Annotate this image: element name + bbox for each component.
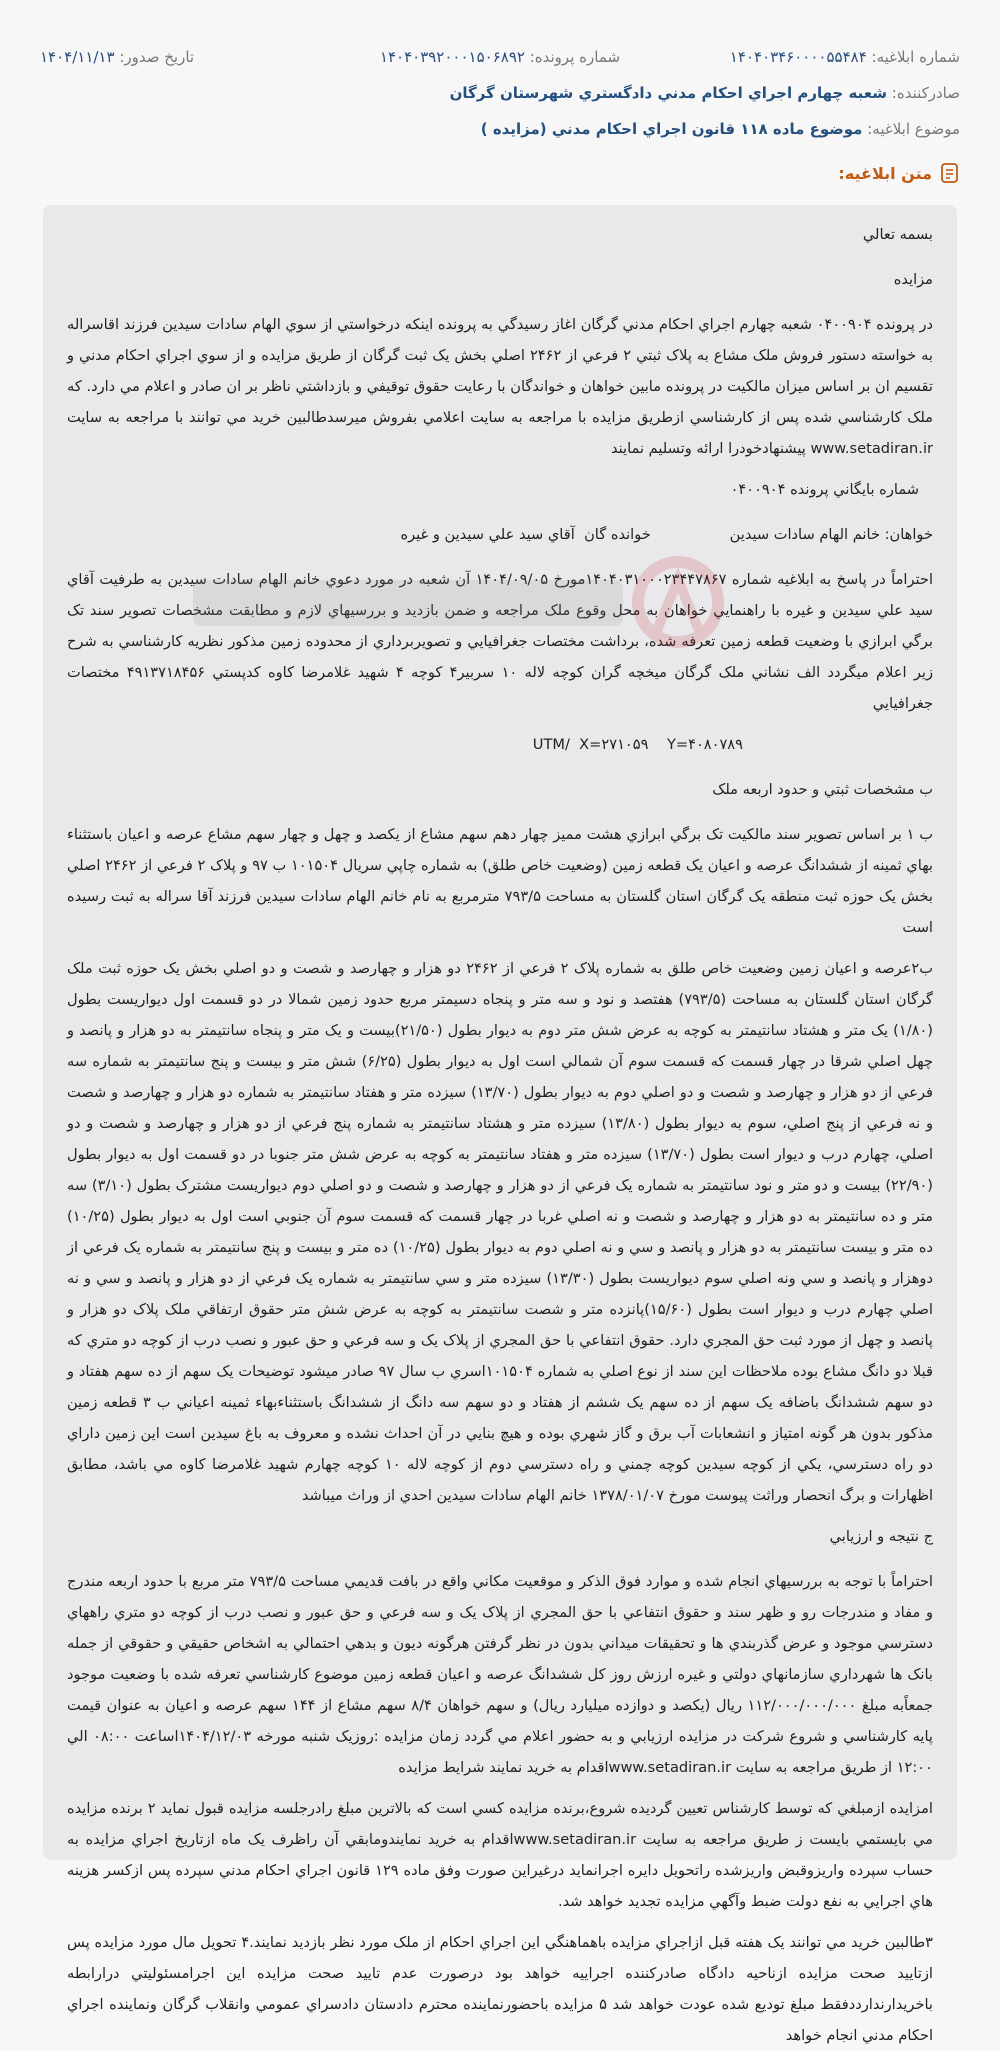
issuer-label: صادرکننده: bbox=[891, 84, 960, 102]
body-paragraph: ب ۱ بر اساس تصوير سند مالکيت تک برگي ابرازي هشت مميز چهار دهم سهم مشاع از يکصد و چهل و چهار سهم مشاع عرصه و اعيان باستثناء بهاي ثمينه از ششدانگ عرصه و اعيان يک قطعه زمين (وضعيت خاص طلق) به شماره چاپي سريال ۱۰۱۵۰۴ ب ۹۷ و پلاک ۲ فرعي از ۲۴۶۲ اصلي بخش يک حوزه ثبت منطقه يک گرگان استان گلستان به مساحت ۷۹۳/۵ مترمربع به نام خانم الهام سادات سيدين فرزند آقا سراله به ثبت رسيده است bbox=[67, 826, 934, 936]
body-paragraph: مزايده bbox=[893, 271, 933, 288]
notice-number-label: شماره ابلاغيه: bbox=[871, 48, 960, 66]
notice-number bbox=[653, 48, 960, 66]
body-paragraph: UTM/ X=۲۷۱۰۵۹ Y=۴۰۸۰۷۸۹ bbox=[532, 736, 743, 753]
body-paragraph: امزايده ازمبلغي که توسط کارشناس تعيين گرديده شروع،برنده مزايده کسي است که بالاترين مبلغ رادرجلسه مزايده قبول نمايد ۲ برنده مزايده مي بايستمي بايست ز طريق مراجعه به سايت www.setadiran.irاقدام به خريد نمايندومابقي آن راظرف يک ماه ازتاريخ اجراي مزايده به حساب سپرده واريزوقبض واريزشده راتحويل دايره اجرانمايد درغيراين صورت وفق ماده ۱۲۹ قانون اجراي احکام مدني سپرده پس ازکسر هزينه هاي اجرايي به نفع دولت ضبط وآگهي مزايده تجديد خواهد شد. bbox=[67, 1800, 933, 1910]
case-number-label: شماره پرونده: bbox=[529, 48, 621, 66]
notice-number-value: ۱۴۰۴۰۳۴۶۰۰۰۰۵۵۴۸۴ bbox=[729, 48, 867, 66]
body-paragraph: ج نتيجه و ارزيابي bbox=[829, 1528, 933, 1545]
issue-date-label: تاريخ صدور: bbox=[119, 48, 195, 66]
body-paragraph: ب مشخصات ثبتي و حدود اربعه ملک bbox=[712, 781, 933, 798]
body-paragraph: ب۲عرصه و اعيان زمين وضعيت خاص طلق به شماره پلاک ۲ فرعي از ۲۴۶۲ دو هزار و چهارصد و شصت و دو اصلي بخش يک حوزه ثبت ملک گرگان استان گلستان به مساحت (۷۹۳/۵) هفتصد و نود و سه متر و پنجاه دسيمتر مربع حدود زمين شمالا در دو قسمت اول ديواريست بطول (۱/۸۰) يک متر و هشتاد سانتيمتر به کوچه به عرض شش متر دوم به ديوار بطول (۲۱/۵۰)بيست و يک متر و پنجاه سانتيمتر به دو هزار و پانصد و چهل اصلي شرقا در چهار قسمت که قسمت سوم آن شمالي است اول به ديوار بطول (۶/۲۵) شش متر و بيست و پنج سانتيمتر به شماره سه فرعي از دو هزار و چهارصد و شصت و دو اصلي دوم به ديوار بطول (۱۳/۷۰) سيزده متر و هفتاد سانتيمتر به شماره دو هزار و چهارصد و شصت و نه فرعي از پنج اصلي، سوم به ديوار بطول (۱۳/۸۰) سيزده متر و هشتاد سانتيمتر به شماره پنج فرعي از دو هزار و چهارصد و شصت و دو اصلي، چهارم درب و ديوار است بطول (۱۳/۷۰) سيزده متر و هفتاد سانتيمتر به کوچه به عرض شش متر جنوبا در دو قسمت اول به ديوار بطول (۲۲/۹۰) بيست و دو متر و نود سانتيمتر به شماره يک فرعي از دو هزار و چهارصد و شصت و دو اصلي دوم ديواريست مشترک بطول (۳/۱۰) سه متر و ده سانتيمتر به دو هزار و چهارصد و شصت و نه اصلي غربا در چهار قسمت که قسمت سوم آن جنوبي است اول به ديوار بطول (۱۰/۲۵) ده متر و بيست سانتيمتر به دو هزار و پانصد و سي و نه اصلي دوم به ديوار بطول (۱۰/۲۵) ده متر و بيست و پنج سانتيمتر به شماره يک فرعي از دوهزار و پانصد و سي ونه اصلي سوم ديواريست بطول (۱۳/۳۰) سيزده متر و سي سانتيمتر به شماره يک فرعي از دو هزار و پانصد و سي و نه اصلي چهارم درب و ديوار است بطول (۱۵/۶۰)پانزده متر و شصت سانتيمتر به کوچه به عرض شش متر حقوق ارتفاقي ملک پلاک دو هزار و پانصد و چهل از مورد ثبت حق المجري دارد. حقوق انتفاعي با حق المجري از پلاک يک و سه فرعي و حق عبور و نصب درب از کوچه دو متري که قبلا دو دانگ مشاع بوده ملاحظات اين سند از نوع اصلي به شماره ۱۰۱۵۰۴اسري ب سال ۹۷ صادر ميشود توضيحات يک سهم از ده سهم هفتاد و دو سهم ششدانگ باضافه يک سهم از ده سهم يک ششم از هفتاد و دو سهم سه دانگ از ششدانگ باستثناءبهاء ثمينه اعياني ب ۳ قطعه زمين مذکور بدون هر گونه امتياز و انشعابات آب برق و گاز شهري بوده و هيچ بنايي در آن احداث نشده و معروف به باغ سيدين است اين زمين داراي دو راه دسترسي، يکي از کوچه سيدين کوچه چمني و راه دسترسي دوم از کوچه لاله ۱۰ کوچه چهارم شهيد غلامرضا کاوه مي باشد، مطابق اظهارات و برگ انحصار وراثت پيوست مورخ ۱۳۷۸/۰۱/۰۷ خانم الهام سادات سيدين احدي از وراث ميباشد bbox=[67, 960, 934, 1504]
subject-label: موضوع ابلاغيه: bbox=[867, 120, 960, 138]
body-paragraph: خواهان: خانم الهام سادات سيدين خوانده گان آقاي سيد علي سيدين و غيره bbox=[400, 526, 933, 543]
body-paragraph: احتراماً در پاسخ به ابلاغيه شماره ۱۴۰۴۰۳۱۰۰۰۲۳۴۴۷۸۶۷مورخ ۱۴۰۴/۰۹/۰۵ آن شعبه در مورد دعوي خانم الهام سادات سيدين به طرفيت آقاي سيد علي سيدين و غيره با راهنمايي خواهان به محل وقوع ملک مراجعه و ضمن بازديد و بررسيهاي لازم و مطابقت مشخصات تصوير سند تک برگي ابرازي با وضعيت قطعه زمين تعرفه شده، برداشت مختصات جغرافيايي و تصويربرداري از محدوده زمين مذکور نظريه کارشناسي به شرح زير اعلام ميگردد الف نشاني ملک گرگان ميخچه گران کوچه لاله ۱۰ سربير۴ کوچه ۴ شهيد غلامرضا کاوه کدپستي ۴۹۱۳۷۱۸۴۵۶ مختصات جغرافيايي bbox=[67, 571, 934, 712]
body-paragraph: ۳طالبين خريد مي توانند يک هفته قبل ازاجراي مزايده باهماهنگي اين اجراي احکام از ملک مورد نظر بازديد نمايند.۴ تحويل مال مورد مزايده پس ازتاييد صحت مزايده ازناحيه دادگاه صادرکننده اجراييه خواهد بود درصورت عدم تاييد صحت مزايده اين اجرامسئوليتي درارابطه باخريدارندارددفقط مبلغ توديع شده عودت خواهد شد ۵ مزايده باحضورنماينده محترم دادستان دادسراي عمومي وانقلاب گرگان ونماينده اجراي احکام مدني انجام خواهد bbox=[67, 1934, 933, 2044]
issuer-line bbox=[0, 84, 1000, 102]
body-paragraph: بسمه تعالي bbox=[862, 226, 933, 243]
notice-body-panel bbox=[43, 205, 957, 2044]
subject-line bbox=[0, 120, 1000, 138]
notice-text-heading bbox=[0, 162, 1000, 184]
case-number-value: ۱۴۰۴۰۳۹۲۰۰۰۱۵۰۶۸۹۲ bbox=[379, 48, 525, 66]
document-icon bbox=[940, 162, 960, 184]
body-paragraph: شماره بايگاني پرونده ۰۴۰۰۹۰۴ bbox=[730, 481, 919, 498]
case-number bbox=[347, 48, 654, 66]
issue-date-value: ۱۴۰۴/۱۱/۱۳ bbox=[39, 48, 115, 66]
subject-value: موضوع ماده ۱۱۸ قانون اجراي احکام مدني (مزايده ) bbox=[480, 120, 863, 138]
notice-text-title: متن ابلاغيه: bbox=[838, 163, 932, 183]
body-paragraph: در پرونده ۰۴۰۰۹۰۴ شعبه چهارم اجراي احکام مدني گرگان اغاز رسيدگي به پرونده اينکه درخواستي از سوي الهام سادات سيدين فرزند اقاسراله به خواسته دستور فروش ملک مشاع به پلاک ثبتي ۲ فرعي از ۲۴۶۲ اصلي بخش يک ثبت گرگان از طريق مزايده و از سوي اجراي احکام مدني و تقسيم ان بر اساس ميزان مالکيت در پرونده مابين خواهان و خواندگان با رعايت حقوق توقيفي و بازداشتي ناظر بر ان صادر و اعلام مي دارد. که ملک کارشناسي شده پس از کارشناسي ازطريق مزايده با مراجعه به سايت اعلامي بفروش ميرسدطالبين خريد مي توانند با مراجعه به سايت www.setadiran.ir پيشنهادخودرا ارائه وتسليم نمايند bbox=[67, 316, 934, 457]
notice-meta-row bbox=[0, 0, 1000, 66]
issue-date bbox=[40, 48, 347, 66]
body-paragraph: احتراماً با توجه به بررسيهاي انجام شده و موارد فوق الذکر و موقعيت مکاني واقع در بافت قديمي مساحت ۷۹۳/۵ متر مربع با حدود اربعه مندرج و مفاد و مندرجات رو و ظهر سند و حقوق انتفاعي با حق المجري از پلاک يک و سه فرعي و حق عبور و نصب درب از کوچه دو متري راههاي دسترسي موجود و عرض گذربندي ها و تحقيقات ميداني بدون در نظر گرفتن هرگونه ديون و بدهي احتمالي به اشخاص حقيقي و حقوقي از جمله بانک ها شهرداري سازمانهاي دولتي و غيره ارزش روز کل ششدانگ عرصه و اعيان قطعه زمين موضوع کارشناسي تعرفه شده با وضعيت موجود جمعاًبه مبلغ ۱۱۲/۰۰۰/۰۰۰/۰۰۰ ريال (يکصد و دوازده ميليارد ريال) و سهم خواهان ۸/۴ سهم مشاع از ۱۴۴ سهم عرصه و اعيان به عنوان قيمت پايه کارشناسي و شروع شرکت در مزايده ارزيابي و به حضور اعلام مي گردد زمان مزايده :روزيک شنبه مورخه ۱۴۰۴/۱۲/۰۳اساعت ۰۸:۰۰ الي ۱۲:۰۰ از طريق مراجعه به سايت www.setadiran.irاقدام به خريد نمايند شرايط مزايده bbox=[67, 1573, 933, 1776]
issuer-value: شعبه چهارم اجراي احکام مدني دادگستري شهرستان گرگان bbox=[449, 84, 887, 102]
